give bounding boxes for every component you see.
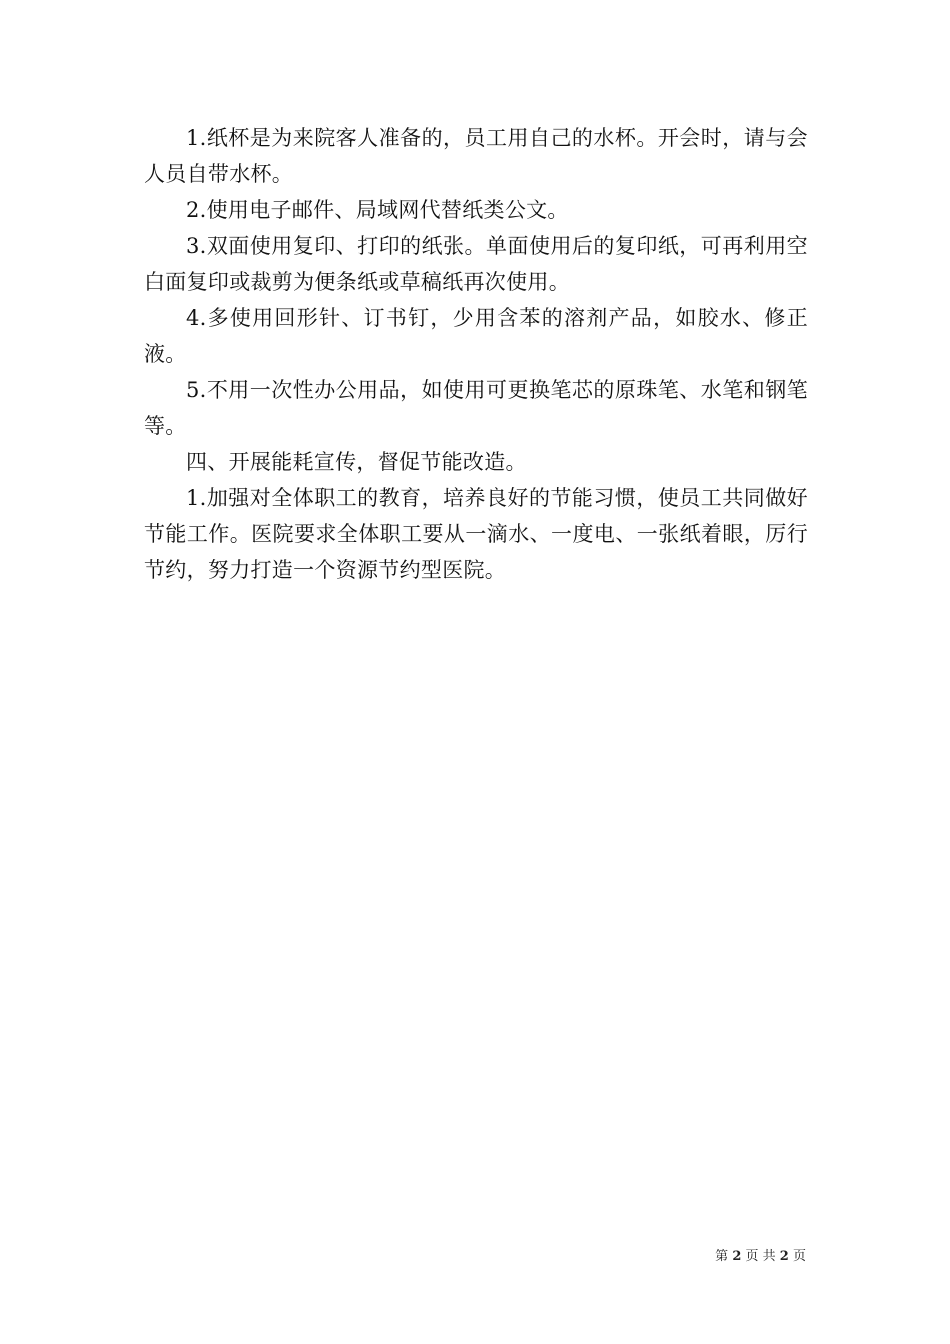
- section-heading-energy-publicity: 四、开展能耗宣传，督促节能改造。: [186, 450, 527, 474]
- page-footer: [715, 1248, 806, 1266]
- footer-total-pages: 2: [779, 1249, 789, 1264]
- paragraph-paper-cups: 1.纸杯是为来院客人准备的，员工用自己的水杯。开会时，请与会人员自带水杯。: [144, 126, 808, 186]
- footer-suffix: 页: [792, 1249, 806, 1264]
- document-body: [144, 120, 808, 588]
- footer-current-page: 2: [732, 1249, 742, 1264]
- paragraph-email: 2.使用电子邮件、局域网代替纸类公文。: [186, 198, 569, 222]
- paragraph-staff-education: 1.加强对全体职工的教育，培养良好的节能习惯，使员工共同做好节能工作。医院要求全体职工要从一滴水、一度电、一张纸着眼，厉行节约，努力打造一个资源节约型医院。: [144, 486, 808, 582]
- paragraph-paper-clips: 4.多使用回形针、订书钉，少用含苯的溶剂产品，如胶水、修正液。: [144, 306, 808, 366]
- paragraph-double-sided: 3.双面使用复印、打印的纸张。单面使用后的复印纸，可再利用空白面复印或裁剪为便条纸或草稿纸再次使用。: [144, 234, 808, 294]
- footer-prefix: 第: [715, 1249, 729, 1264]
- paragraph-disposables: 5.不用一次性办公用品，如使用可更换笔芯的原珠笔、水笔和钢笔等。: [144, 378, 808, 438]
- footer-middle: 页 共: [745, 1249, 776, 1264]
